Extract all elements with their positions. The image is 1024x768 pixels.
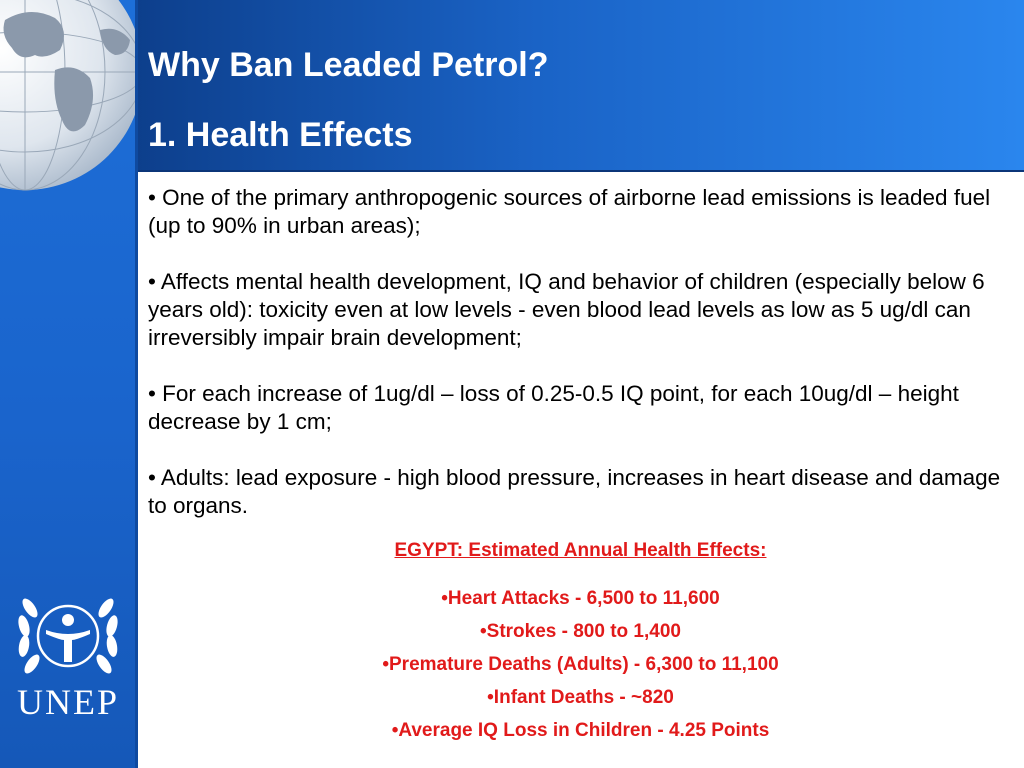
bullet-item: • One of the primary anthropogenic sources of airborne lead emissions is leaded fuel (up to 90% in urban areas); bbox=[148, 185, 991, 238]
unep-logo-icon bbox=[0, 578, 137, 728]
globe-icon bbox=[0, 0, 137, 200]
bullet-item: • Affects mental health development, IQ and behavior of children (especially below 6 years old): toxicity even at low levels - even blood lead levels as low as 5 ug/dl can irreversibly impair brain development; bbox=[148, 269, 985, 350]
egypt-stat: •Infant Deaths - ~820 bbox=[487, 687, 674, 708]
bullet-item: • Adults: lead exposure - high blood pressure, increases in heart disease and damage to organs. bbox=[148, 465, 1001, 518]
egypt-stat: •Average IQ Loss in Children - 4.25 Points bbox=[391, 720, 770, 741]
header-divider bbox=[137, 170, 1024, 172]
slide-subtitle: 1. Health Effects bbox=[148, 116, 413, 154]
bullet-item: • For each increase of 1ug/dl – loss of 0.25-0.5 IQ point, for each 10ug/dl – height decrease by 1 cm; bbox=[148, 381, 959, 434]
egypt-stat: •Strokes - 800 to 1,400 bbox=[480, 621, 681, 642]
egypt-stat: •Premature Deaths (Adults) - 6,300 to 11,100 bbox=[382, 654, 779, 675]
egypt-section bbox=[137, 540, 1024, 753]
unep-logo-text: UNEP bbox=[16, 682, 120, 722]
egypt-stat: •Heart Attacks - 6,500 to 11,600 bbox=[441, 588, 720, 609]
egypt-heading: EGYPT: Estimated Annual Health Effects: bbox=[394, 540, 767, 561]
slide-title: Why Ban Leaded Petrol? bbox=[148, 46, 549, 84]
bullet-list bbox=[148, 184, 1016, 548]
